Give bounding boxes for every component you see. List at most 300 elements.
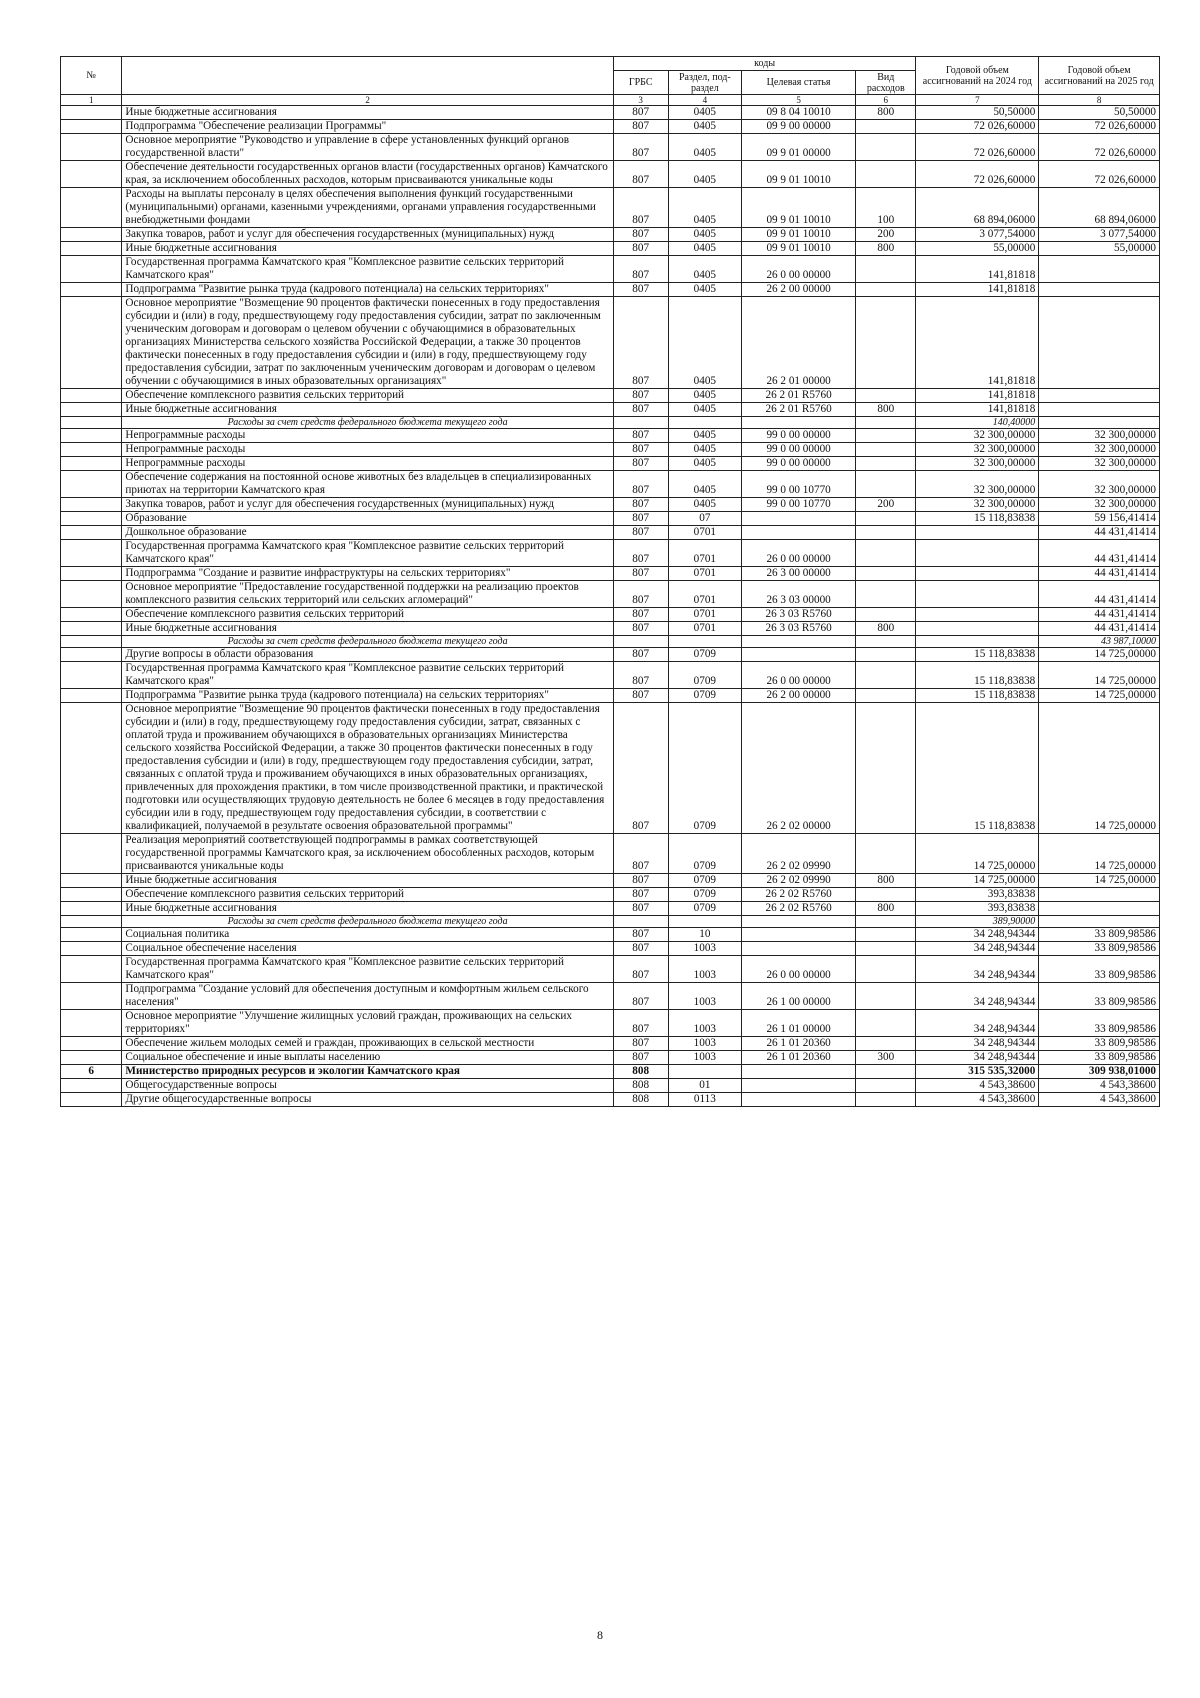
row-razdel	[668, 636, 741, 648]
row-grbs: 807	[613, 1051, 668, 1065]
row-amount-2024: 14 725,00000	[916, 874, 1039, 888]
row-target: 26 2 01 R5760	[742, 389, 856, 403]
row-target: 09 9 01 00000	[742, 134, 856, 161]
row-target: 26 0 00 00000	[742, 662, 856, 689]
row-number	[61, 457, 122, 471]
row-number	[61, 256, 122, 283]
row-number	[61, 242, 122, 256]
row-razdel: 1003	[668, 983, 741, 1010]
row-razdel: 0405	[668, 471, 741, 498]
row-razdel: 0701	[668, 608, 741, 622]
row-number	[61, 581, 122, 608]
row-amount-2025: 72 026,60000	[1039, 120, 1160, 134]
row-razdel: 0701	[668, 540, 741, 567]
row-amount-2025: 32 300,00000	[1039, 443, 1160, 457]
table-row	[61, 834, 1160, 874]
row-number	[61, 228, 122, 242]
row-amount-2024: 315 535,32000	[916, 1065, 1039, 1079]
row-vid	[856, 983, 916, 1010]
row-amount-2024: 34 248,94344	[916, 983, 1039, 1010]
row-name: Государственная программа Камчатского края "Комплексное развитие сельских территорий Камчатского края"	[122, 662, 613, 689]
table-row	[61, 242, 1160, 256]
row-name: Государственная программа Камчатского края "Комплексное развитие сельских территорий Камчатского края"	[122, 956, 613, 983]
row-grbs: 807	[613, 161, 668, 188]
row-amount-2025: 33 809,98586	[1039, 1051, 1160, 1065]
row-target: 26 1 00 00000	[742, 983, 856, 1010]
table-row	[61, 1065, 1160, 1079]
row-target: 26 3 03 R5760	[742, 622, 856, 636]
table-row	[61, 120, 1160, 134]
row-razdel: 0709	[668, 902, 741, 916]
row-name: Образование	[122, 512, 613, 526]
table-body	[61, 106, 1160, 1107]
row-razdel: 1003	[668, 1051, 741, 1065]
row-amount-2025	[1039, 417, 1160, 429]
row-number	[61, 106, 122, 120]
row-target: 26 2 00 00000	[742, 689, 856, 703]
table-row	[61, 567, 1160, 581]
row-amount-2024: 393,83838	[916, 902, 1039, 916]
row-grbs: 807	[613, 188, 668, 228]
row-name: Основное мероприятие "Предоставление государственной поддержки на реализацию проектов комплексного развития сельских территорий или сельских агломераций"	[122, 581, 613, 608]
row-vid	[856, 526, 916, 540]
row-name: Иные бюджетные ассигнования	[122, 622, 613, 636]
row-number	[61, 636, 122, 648]
row-grbs: 807	[613, 834, 668, 874]
row-razdel: 0405	[668, 498, 741, 512]
row-razdel: 0709	[668, 689, 741, 703]
row-vid	[856, 1093, 916, 1107]
row-amount-2024: 34 248,94344	[916, 1010, 1039, 1037]
row-target	[742, 942, 856, 956]
row-amount-2025: 44 431,41414	[1039, 581, 1160, 608]
table-row	[61, 1037, 1160, 1051]
row-amount-2024: 72 026,60000	[916, 161, 1039, 188]
table-row	[61, 297, 1160, 389]
table-row	[61, 689, 1160, 703]
row-amount-2024	[916, 581, 1039, 608]
row-amount-2025	[1039, 256, 1160, 283]
row-amount-2024: 389,90000	[916, 916, 1039, 928]
row-grbs: 808	[613, 1093, 668, 1107]
row-amount-2024: 68 894,06000	[916, 188, 1039, 228]
row-vid	[856, 956, 916, 983]
row-target: 26 1 01 20360	[742, 1051, 856, 1065]
row-grbs: 807	[613, 283, 668, 297]
row-amount-2024: 141,81818	[916, 297, 1039, 389]
row-grbs: 807	[613, 498, 668, 512]
table-row	[61, 636, 1160, 648]
row-grbs: 807	[613, 297, 668, 389]
row-name: Закупка товаров, работ и услуг для обеспечения государственных (муниципальных) нужд	[122, 498, 613, 512]
row-amount-2025: 33 809,98586	[1039, 956, 1160, 983]
row-razdel: 0709	[668, 703, 741, 834]
row-amount-2024	[916, 622, 1039, 636]
row-number	[61, 648, 122, 662]
row-target: 09 9 01 10010	[742, 161, 856, 188]
row-number	[61, 429, 122, 443]
row-grbs: 807	[613, 443, 668, 457]
row-number	[61, 983, 122, 1010]
row-grbs: 807	[613, 120, 668, 134]
row-razdel: 0701	[668, 567, 741, 581]
row-amount-2025: 44 431,41414	[1039, 608, 1160, 622]
row-name: Основное мероприятие "Улучшение жилищных условий граждан, проживающих на сельских территориях"	[122, 1010, 613, 1037]
row-target: 26 2 02 09990	[742, 874, 856, 888]
row-target: 26 1 01 20360	[742, 1037, 856, 1051]
row-amount-2024: 3 077,54000	[916, 228, 1039, 242]
row-razdel: 0709	[668, 662, 741, 689]
appropriations-table	[60, 56, 1160, 1107]
row-vid	[856, 1037, 916, 1051]
row-name: Непрограммные расходы	[122, 443, 613, 457]
row-amount-2024: 393,83838	[916, 888, 1039, 902]
table-row	[61, 512, 1160, 526]
row-razdel	[668, 417, 741, 429]
row-vid	[856, 457, 916, 471]
row-amount-2024: 4 543,38600	[916, 1093, 1039, 1107]
row-amount-2025: 72 026,60000	[1039, 161, 1160, 188]
row-vid	[856, 648, 916, 662]
row-name: Иные бюджетные ассигнования	[122, 106, 613, 120]
row-grbs: 807	[613, 526, 668, 540]
row-name: Общегосударственные вопросы	[122, 1079, 613, 1093]
row-amount-2025: 32 300,00000	[1039, 498, 1160, 512]
row-amount-2025: 14 725,00000	[1039, 689, 1160, 703]
row-number	[61, 526, 122, 540]
row-target: 09 8 04 10010	[742, 106, 856, 120]
table-row	[61, 1093, 1160, 1107]
row-grbs: 807	[613, 429, 668, 443]
row-name: Социальное обеспечение населения	[122, 942, 613, 956]
row-number	[61, 622, 122, 636]
row-amount-2024: 15 118,83838	[916, 512, 1039, 526]
table-row	[61, 389, 1160, 403]
row-name: Обеспечение деятельности государственных органов власти (государственных органов) Камчатского края, за исключением обособленных расходов, которым присваиваются уникальные коды	[122, 161, 613, 188]
row-vid	[856, 161, 916, 188]
row-name: Дошкольное образование	[122, 526, 613, 540]
row-razdel: 0701	[668, 622, 741, 636]
row-number	[61, 902, 122, 916]
row-razdel: 1003	[668, 1010, 741, 1037]
row-amount-2025: 309 938,01000	[1039, 1065, 1160, 1079]
row-name: Обеспечение жильем молодых семей и граждан, проживающих в сельской местности	[122, 1037, 613, 1051]
table-row	[61, 983, 1160, 1010]
row-vid: 800	[856, 242, 916, 256]
row-grbs: 807	[613, 956, 668, 983]
table-row	[61, 283, 1160, 297]
row-amount-2025: 4 543,38600	[1039, 1093, 1160, 1107]
row-vid: 800	[856, 403, 916, 417]
table-row	[61, 1079, 1160, 1093]
row-vid	[856, 120, 916, 134]
row-razdel: 0405	[668, 389, 741, 403]
row-vid	[856, 429, 916, 443]
budget-document	[60, 56, 1160, 1107]
row-amount-2024: 34 248,94344	[916, 928, 1039, 942]
row-amount-2024: 34 248,94344	[916, 942, 1039, 956]
row-target	[742, 928, 856, 942]
row-number	[61, 417, 122, 429]
row-name: Обеспечение комплексного развития сельских территорий	[122, 888, 613, 902]
row-target: 26 2 00 00000	[742, 283, 856, 297]
row-grbs: 807	[613, 540, 668, 567]
row-amount-2024: 34 248,94344	[916, 956, 1039, 983]
row-number	[61, 1037, 122, 1051]
row-grbs: 807	[613, 256, 668, 283]
table-row	[61, 443, 1160, 457]
index-cell: 2	[122, 95, 613, 106]
row-vid	[856, 636, 916, 648]
row-grbs: 807	[613, 902, 668, 916]
row-amount-2024	[916, 636, 1039, 648]
row-amount-2025: 32 300,00000	[1039, 471, 1160, 498]
row-amount-2025: 14 725,00000	[1039, 648, 1160, 662]
row-name: Иные бюджетные ассигнования	[122, 242, 613, 256]
row-vid	[856, 703, 916, 834]
row-vid	[856, 471, 916, 498]
row-amount-2024	[916, 567, 1039, 581]
row-amount-2025: 44 431,41414	[1039, 622, 1160, 636]
table-header	[61, 57, 1160, 106]
row-number	[61, 916, 122, 928]
row-amount-2025	[1039, 297, 1160, 389]
row-vid	[856, 1079, 916, 1093]
header-index-row	[61, 95, 1160, 106]
table-row	[61, 902, 1160, 916]
row-number	[61, 403, 122, 417]
row-target: 09 9 01 10010	[742, 188, 856, 228]
row-amount-2025: 33 809,98586	[1039, 983, 1160, 1010]
index-cell: 1	[61, 95, 122, 106]
row-grbs: 807	[613, 983, 668, 1010]
row-vid	[856, 134, 916, 161]
row-amount-2025	[1039, 888, 1160, 902]
row-grbs: 807	[613, 512, 668, 526]
row-razdel: 0709	[668, 648, 741, 662]
row-number	[61, 928, 122, 942]
row-target: 99 0 00 00000	[742, 443, 856, 457]
table-row	[61, 256, 1160, 283]
row-grbs: 807	[613, 608, 668, 622]
row-grbs	[613, 636, 668, 648]
row-razdel: 0405	[668, 429, 741, 443]
row-razdel	[668, 916, 741, 928]
table-row	[61, 540, 1160, 567]
row-name: Другие общегосударственные вопросы	[122, 1093, 613, 1107]
row-grbs: 807	[613, 622, 668, 636]
row-number	[61, 888, 122, 902]
row-number	[61, 874, 122, 888]
row-amount-2024: 72 026,60000	[916, 120, 1039, 134]
row-amount-2024: 141,81818	[916, 389, 1039, 403]
row-amount-2025	[1039, 389, 1160, 403]
row-amount-2024: 50,50000	[916, 106, 1039, 120]
row-grbs: 807	[613, 457, 668, 471]
row-target: 26 3 03 00000	[742, 581, 856, 608]
index-cell: 6	[856, 95, 916, 106]
row-grbs: 808	[613, 1065, 668, 1079]
row-target	[742, 526, 856, 540]
row-grbs: 807	[613, 942, 668, 956]
table-row	[61, 403, 1160, 417]
row-grbs: 807	[613, 242, 668, 256]
row-amount-2025: 14 725,00000	[1039, 874, 1160, 888]
row-vid	[856, 443, 916, 457]
row-name: Подпрограмма "Развитие рынка труда (кадрового потенциала) на сельских территориях"	[122, 283, 613, 297]
row-razdel: 01	[668, 1079, 741, 1093]
row-razdel: 0405	[668, 297, 741, 389]
table-row	[61, 526, 1160, 540]
table-row	[61, 956, 1160, 983]
table-row	[61, 1051, 1160, 1065]
row-target: 26 3 03 R5760	[742, 608, 856, 622]
row-vid	[856, 581, 916, 608]
table-row	[61, 188, 1160, 228]
header-vid: Вид расходов	[856, 71, 916, 95]
row-grbs: 807	[613, 581, 668, 608]
table-row	[61, 942, 1160, 956]
row-amount-2024: 141,81818	[916, 283, 1039, 297]
row-vid	[856, 1065, 916, 1079]
row-amount-2024: 32 300,00000	[916, 443, 1039, 457]
row-vid	[856, 608, 916, 622]
row-target: 99 0 00 00000	[742, 429, 856, 443]
row-vid	[856, 540, 916, 567]
row-target: 09 9 01 10010	[742, 228, 856, 242]
row-amount-2024: 32 300,00000	[916, 429, 1039, 443]
row-name: Непрограммные расходы	[122, 429, 613, 443]
row-name: Основное мероприятие "Руководство и управление в сфере установленных функций органов государственной власти"	[122, 134, 613, 161]
row-vid	[856, 834, 916, 874]
row-grbs: 807	[613, 888, 668, 902]
row-amount-2025	[1039, 283, 1160, 297]
row-amount-2024: 32 300,00000	[916, 471, 1039, 498]
row-name: Иные бюджетные ассигнования	[122, 902, 613, 916]
table-row	[61, 457, 1160, 471]
row-vid: 200	[856, 498, 916, 512]
row-vid	[856, 297, 916, 389]
row-amount-2025: 72 026,60000	[1039, 134, 1160, 161]
page-number: 8	[597, 1628, 603, 1642]
row-target: 99 0 00 10770	[742, 498, 856, 512]
row-amount-2024: 14 725,00000	[916, 834, 1039, 874]
row-amount-2025: 33 809,98586	[1039, 942, 1160, 956]
row-target: 26 0 00 00000	[742, 956, 856, 983]
row-amount-2025: 55,00000	[1039, 242, 1160, 256]
row-grbs: 807	[613, 567, 668, 581]
row-razdel: 0405	[668, 283, 741, 297]
row-amount-2024	[916, 540, 1039, 567]
header-codes: коды	[613, 57, 916, 71]
row-amount-2025: 3 077,54000	[1039, 228, 1160, 242]
table-row	[61, 498, 1160, 512]
row-number	[61, 567, 122, 581]
row-amount-2024: 34 248,94344	[916, 1037, 1039, 1051]
row-razdel: 0405	[668, 120, 741, 134]
row-vid	[856, 928, 916, 942]
row-name: Подпрограмма "Развитие рынка труда (кадрового потенциала) на сельских территориях"	[122, 689, 613, 703]
row-target: 26 2 01 00000	[742, 297, 856, 389]
row-amount-2024	[916, 526, 1039, 540]
row-target	[742, 417, 856, 429]
row-grbs: 807	[613, 928, 668, 942]
row-amount-2025: 32 300,00000	[1039, 429, 1160, 443]
row-amount-2024: 140,40000	[916, 417, 1039, 429]
row-name: Обеспечение содержания на постоянной основе животных без владельцев в специализированных приютах на территории Камчатского края	[122, 471, 613, 498]
row-number	[61, 443, 122, 457]
row-name: Расходы за счет средств федерального бюджета текущего года	[122, 636, 613, 648]
row-vid	[856, 942, 916, 956]
row-amount-2025: 44 431,41414	[1039, 526, 1160, 540]
header-2024: Годовой объем ассигнований на 2024 год	[916, 57, 1039, 95]
table-row	[61, 662, 1160, 689]
table-row	[61, 417, 1160, 429]
row-amount-2025	[1039, 403, 1160, 417]
row-amount-2025: 14 725,00000	[1039, 662, 1160, 689]
row-number	[61, 120, 122, 134]
row-name: Реализация мероприятий соответствующей подпрограммы в рамках соответствующей государственной программы Камчатского края, за исключением обособленных расходов, которым присваиваются уникальные коды	[122, 834, 613, 874]
row-target	[742, 1093, 856, 1107]
row-number	[61, 134, 122, 161]
row-razdel: 1003	[668, 942, 741, 956]
row-number	[61, 1051, 122, 1065]
row-number	[61, 834, 122, 874]
table-row	[61, 928, 1160, 942]
header-grbs: ГРБС	[613, 71, 668, 95]
row-name: Социальное обеспечение и иные выплаты населению	[122, 1051, 613, 1065]
row-amount-2024: 15 118,83838	[916, 662, 1039, 689]
row-amount-2024: 4 543,38600	[916, 1079, 1039, 1093]
row-amount-2024: 15 118,83838	[916, 689, 1039, 703]
row-number	[61, 161, 122, 188]
row-vid	[856, 916, 916, 928]
row-razdel: 0405	[668, 161, 741, 188]
table-row	[61, 622, 1160, 636]
row-name: Расходы за счет средств федерального бюджета текущего года	[122, 417, 613, 429]
row-number	[61, 608, 122, 622]
row-number	[61, 703, 122, 834]
row-number	[61, 1079, 122, 1093]
row-number	[61, 188, 122, 228]
table-row	[61, 648, 1160, 662]
row-name: Социальная политика	[122, 928, 613, 942]
row-vid	[856, 567, 916, 581]
row-amount-2025	[1039, 916, 1160, 928]
row-name: Государственная программа Камчатского края "Комплексное развитие сельских территорий Камчатского края"	[122, 540, 613, 567]
row-razdel: 0405	[668, 403, 741, 417]
row-amount-2024: 55,00000	[916, 242, 1039, 256]
table-row	[61, 134, 1160, 161]
row-razdel: 0405	[668, 134, 741, 161]
table-row	[61, 1010, 1160, 1037]
table-row	[61, 161, 1160, 188]
row-name: Основное мероприятие "Возмещение 90 процентов фактически понесенных в году предоставления субсидии и (или) в году, предшествующему году предоставления субсидии, затрат по заключенным ученическим договорам и договорам о целевом обучении с обучающимися в образовательных организациях Министерства сельского хозяйства Российской Федерации, а также 30 процентов фактически понесенных в году предоставления субсидии и (или) в году, предшествующему году предоставления субсидии, затрат по заключенным ученическим договорам и договорам о целевом обучении с обучающимися в иных образовательных организациях"	[122, 297, 613, 389]
table-row	[61, 581, 1160, 608]
table-row	[61, 608, 1160, 622]
row-number	[61, 498, 122, 512]
row-number	[61, 297, 122, 389]
row-grbs: 807	[613, 703, 668, 834]
table-row	[61, 874, 1160, 888]
row-grbs: 807	[613, 106, 668, 120]
row-vid: 100	[856, 188, 916, 228]
row-number	[61, 689, 122, 703]
header-2025: Годовой объем ассигнований на 2025 год	[1039, 57, 1160, 95]
row-razdel: 0709	[668, 834, 741, 874]
index-cell: 5	[742, 95, 856, 106]
row-vid	[856, 283, 916, 297]
